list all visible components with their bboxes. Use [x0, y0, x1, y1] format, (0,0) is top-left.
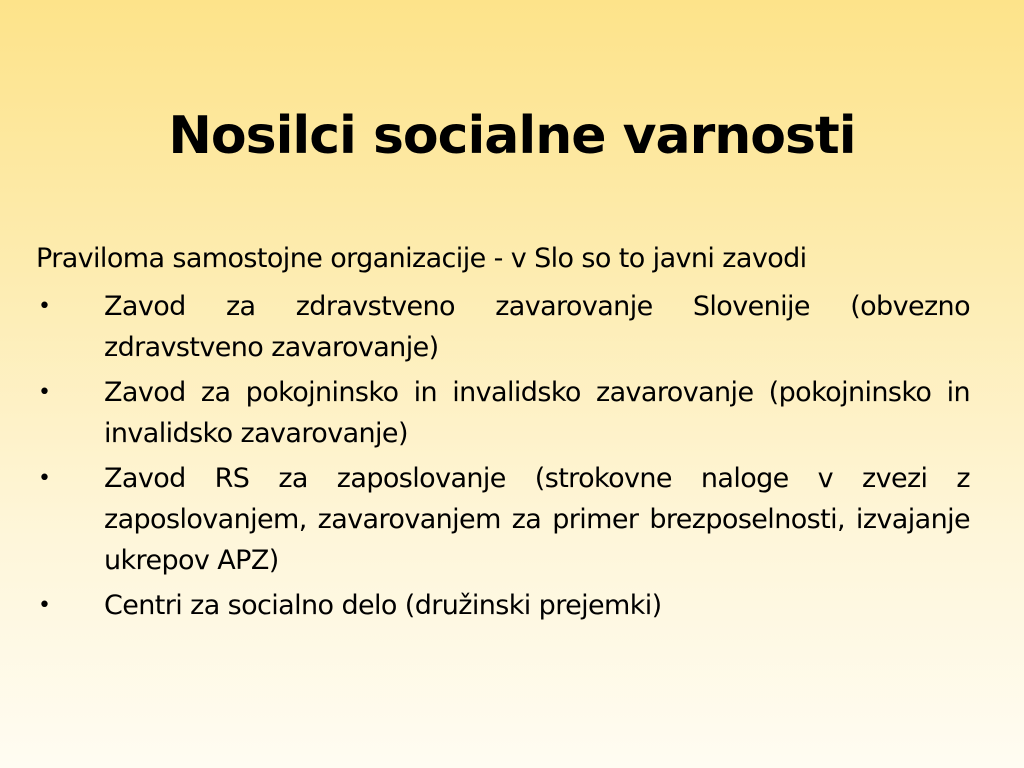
bullet-icon: •	[38, 380, 51, 405]
bullet-text: Zavod RS za zaposlovanje (strokovne naloge v zvezi z zaposlovanjem, zavarovanjem za primer brezposelnosti, izvajanje ukrepov APZ)	[104, 463, 970, 576]
bullet-icon: •	[38, 466, 51, 491]
bullet-icon: •	[38, 593, 51, 618]
slide-title: Nosilci socialne varnosti	[168, 106, 856, 166]
bullet-item	[36, 585, 970, 626]
bullet-icon: •	[38, 294, 51, 319]
bullet-list	[36, 286, 970, 630]
intro-text: Praviloma samostojne organizacije - v Slo so to javni zavodi	[36, 243, 807, 274]
bullet-item	[36, 286, 970, 368]
bullet-text: Centri za socialno delo (družinski prejemki)	[104, 590, 662, 621]
bullet-text: Zavod za zdravstveno zavarovanje Slovenije (obvezno zdravstveno zavarovanje)	[104, 291, 970, 363]
bullet-item	[36, 372, 970, 454]
bullet-item	[36, 458, 970, 581]
bullet-text: Zavod za pokojninsko in invalidsko zavarovanje (pokojninsko in invalidsko zavarovanje)	[104, 377, 970, 449]
